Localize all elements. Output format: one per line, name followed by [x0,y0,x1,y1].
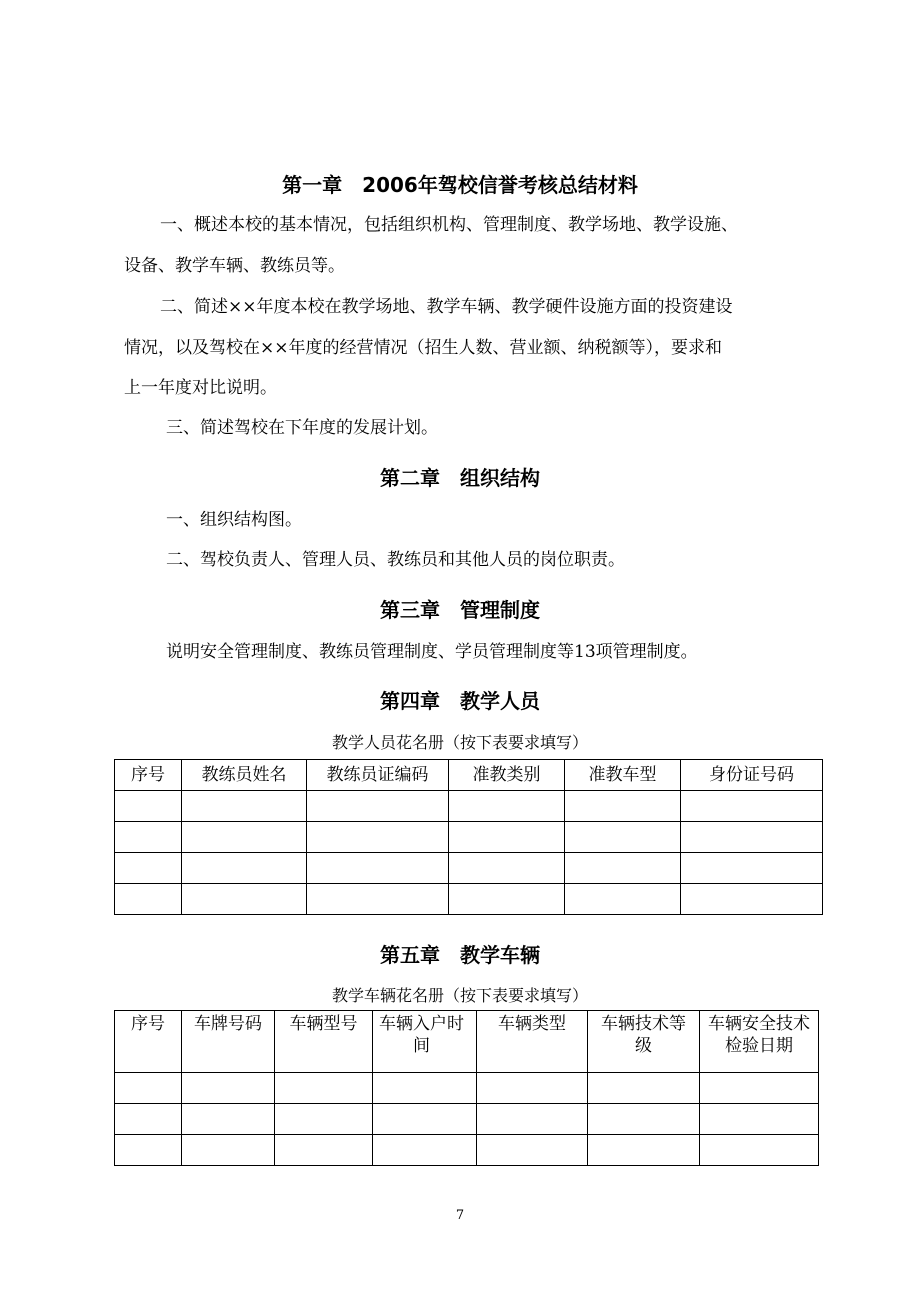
chapter-4-title: 第四章 教学人员 [380,689,540,713]
table-cell[interactable] [275,1104,373,1135]
chapter-2-item-2: 二、驾校负责人、管理人员、教练员和其他人员的岗位职责。 [166,550,625,570]
chapter-5-title: 第五章 教学车辆 [380,943,540,967]
table-cell[interactable] [115,853,182,884]
vehicle-table-header-row [115,1011,819,1073]
table-cell[interactable] [115,1135,182,1166]
table-cell[interactable] [307,884,449,915]
table-cell[interactable] [115,791,182,822]
table-cell[interactable] [275,1073,373,1104]
table-cell[interactable] [182,791,307,822]
table-row [115,1104,819,1135]
staff-roster-caption: 教学人员花名册（按下表要求填写） [331,733,588,752]
chapter-3-item-1: 说明安全管理制度、教练员管理制度、学员管理制度等13项管理制度。 [166,642,698,662]
table-cell[interactable] [115,1073,182,1104]
chapter-1-item-3: 三、简述驾校在下年度的发展计划。 [166,418,438,438]
vehicle-col-header: 车辆技术等级 [588,1011,700,1073]
chapter-1-item-2-cont2: 上一年度对比说明。 [124,378,277,398]
table-cell[interactable] [449,791,565,822]
chapter-3-title: 第三章 管理制度 [380,598,540,622]
table-row [115,822,823,853]
table-cell[interactable] [182,1073,275,1104]
table-cell[interactable] [565,822,681,853]
vehicle-roster-caption: 教学车辆花名册（按下表要求填写） [331,986,588,1005]
table-cell[interactable] [700,1104,819,1135]
vehicle-col-header: 车辆型号 [275,1011,373,1073]
table-cell[interactable] [700,1135,819,1166]
table-cell[interactable] [477,1135,588,1166]
vehicle-roster-table [114,1010,819,1166]
table-cell[interactable] [373,1104,477,1135]
table-cell[interactable] [182,884,307,915]
chapter-1-item-2-cont: 情况，以及驾校在××年度的经营情况（招生人数、营业额、纳税额等），要求和 [124,338,722,358]
table-cell[interactable] [681,791,823,822]
staff-col-header: 准教类别 [449,760,565,791]
table-cell[interactable] [373,1073,477,1104]
vehicle-col-header: 车辆类型 [477,1011,588,1073]
staff-col-header: 教练员证编码 [307,760,449,791]
table-cell[interactable] [182,1104,275,1135]
table-cell[interactable] [449,853,565,884]
table-row [115,884,823,915]
table-cell[interactable] [565,791,681,822]
chapter-1-title: 第一章 2006年驾校信誉考核总结材料 [282,173,638,197]
staff-col-header: 身份证号码 [681,760,823,791]
table-cell[interactable] [449,884,565,915]
table-cell[interactable] [115,1104,182,1135]
table-cell[interactable] [700,1073,819,1104]
table-cell[interactable] [307,853,449,884]
table-cell[interactable] [477,1104,588,1135]
table-cell[interactable] [182,853,307,884]
chapter-1-item-2: 二、简述××年度本校在教学场地、教学车辆、教学硬件设施方面的投资建设 [160,297,733,317]
table-cell[interactable] [449,822,565,853]
table-cell[interactable] [182,822,307,853]
chapter-1-item-1-cont: 设备、教学车辆、教练员等。 [124,256,345,276]
table-cell[interactable] [681,884,823,915]
staff-roster-table [114,759,823,915]
table-cell[interactable] [307,791,449,822]
chapter-1-item-1: 一、概述本校的基本情况，包括组织机构、管理制度、教学场地、教学设施、 [160,215,738,235]
table-row [115,1073,819,1104]
table-cell[interactable] [565,884,681,915]
vehicle-col-header: 车辆安全技术检验日期 [700,1011,819,1073]
table-cell[interactable] [588,1073,700,1104]
staff-table-header-row [115,760,823,791]
table-row [115,791,823,822]
table-cell[interactable] [307,822,449,853]
table-cell[interactable] [115,884,182,915]
table-cell[interactable] [477,1073,588,1104]
table-cell[interactable] [115,822,182,853]
table-cell[interactable] [588,1135,700,1166]
staff-col-header: 序号 [115,760,182,791]
table-cell[interactable] [565,853,681,884]
chapter-2-title: 第二章 组织结构 [380,466,540,490]
table-cell[interactable] [275,1135,373,1166]
table-row [115,1135,819,1166]
table-cell[interactable] [182,1135,275,1166]
table-cell[interactable] [373,1135,477,1166]
vehicle-col-header: 车辆入户时间 [373,1011,477,1073]
vehicle-col-header: 车牌号码 [182,1011,275,1073]
page-number: 7 [455,1208,465,1223]
table-cell[interactable] [681,822,823,853]
table-cell[interactable] [681,853,823,884]
staff-col-header: 教练员姓名 [182,760,307,791]
table-row [115,853,823,884]
vehicle-col-header: 序号 [115,1011,182,1073]
staff-col-header: 准教车型 [565,760,681,791]
table-cell[interactable] [588,1104,700,1135]
chapter-2-item-1: 一、组织结构图。 [166,510,302,530]
